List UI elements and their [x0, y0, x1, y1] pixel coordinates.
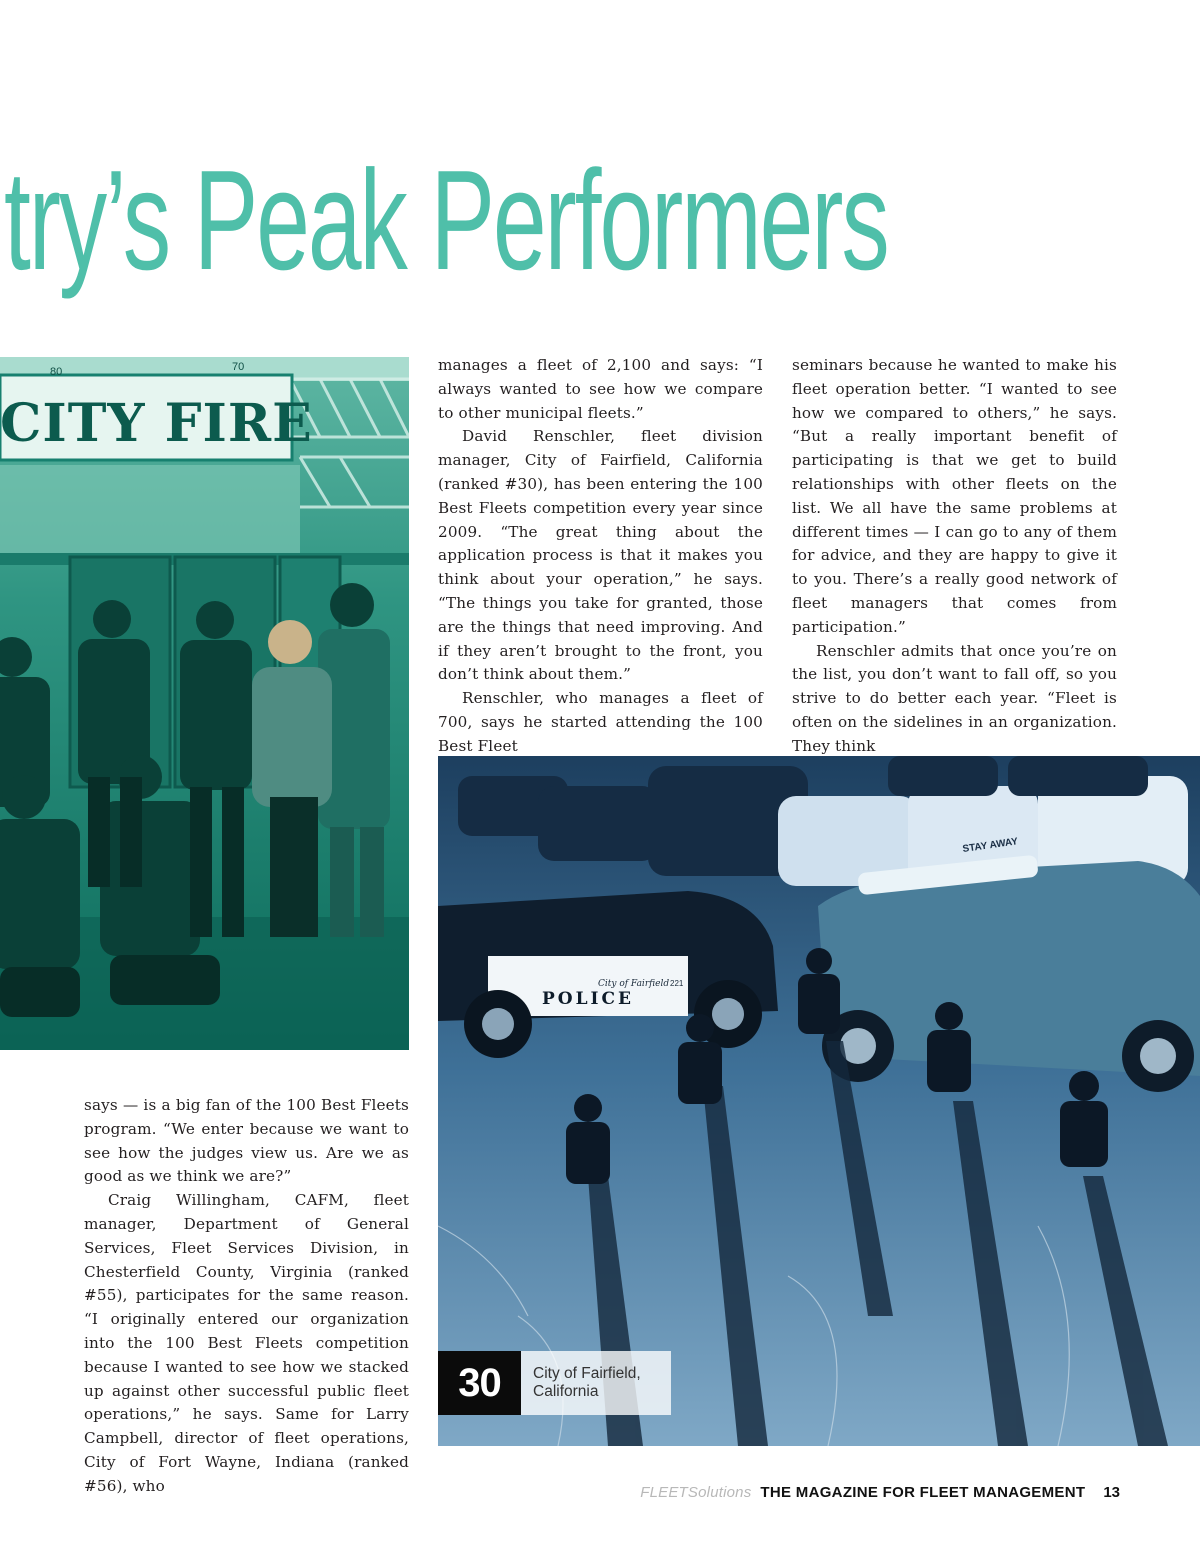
photo-caption	[438, 1351, 671, 1415]
paragraph: Craig Willingham, CAFM, fleet manager, Department of General Services, Fleet Services Division, in Chesterfield County, Virginia (ranked #55), participates for the same reason. “I originally entered our organization into the 100 Best Fleets competition because I wanted to see how we stacked up against other successful public fleet operations,” he says. Same for Larry Campbell, director of fleet operations, City of Fort Wayne, Indiana (ranked #56), who	[84, 1191, 409, 1495]
caption-line-2: California	[533, 1383, 599, 1400]
footer-brand: FLEETSolutions	[640, 1484, 752, 1501]
fire-department-group-photo	[0, 357, 409, 1050]
rooftop-text: STAY AWAY	[961, 836, 1019, 855]
caption-line-1: City of Fairfield,	[533, 1365, 641, 1382]
article-column-right	[792, 354, 1117, 759]
fire-sign-number-1: 80	[50, 366, 63, 378]
paragraph: Renschler admits that once you’re on the list, you don’t want to fall off, so you strive to do better each year. “Fleet is often on the sidelines in an organization. They think	[792, 641, 1117, 755]
paragraph: manages a fleet of 2,100 and says: “I always wanted to see how we compare to other municipal fleets.”	[438, 356, 763, 422]
paragraph: Renschler, who manages a fleet of 700, says he started attending the 100 Best Fleet	[438, 689, 763, 755]
page-footer	[640, 1484, 1120, 1501]
paragraph: says — is a big fan of the 100 Best Fleets program. “We enter because we want to see how the judges view us. Are we as good as we think we are?”	[84, 1096, 409, 1186]
article-column-middle	[438, 354, 763, 759]
article-column-left	[84, 1094, 409, 1499]
page-headline: try’s Peak Performers	[4, 141, 888, 300]
paragraph: seminars because he wanted to make his fleet operation better. “I wanted to see how we compared to others,” he says. “But a really important benefit of participating is that we get to build relationships with other fleets on the list. We all have the same problems at different times — I can go to any of them for advice, and they are happy to give it to you. There’s a really good network of fleet managers that comes from participation.”	[792, 356, 1117, 636]
police-door-small-text: City of Fairfield	[598, 979, 670, 989]
caption-location	[521, 1351, 641, 1415]
footer-magazine-title: THE MAGAZINE FOR FLEET MANAGEMENT	[760, 1484, 1086, 1501]
paragraph: David Renschler, fleet division manager, City of Fairfield, California (ranked #30), has been entering the 100 Best Fleets competition every year since 2009. “The great thing about the application process is that it makes you think about your operation,” he says. “The things you take for granted, those are the things that need improving. And if they aren’t brought to the front, you don’t think about them.”	[438, 427, 763, 684]
fire-sign-text: CITY FIRE	[0, 393, 313, 454]
caption-rank: 30	[438, 1351, 521, 1415]
page-number: 13	[1103, 1484, 1120, 1501]
fire-sign-number-2: 70	[232, 361, 245, 373]
police-unit-number: 221	[670, 979, 684, 988]
fairfield-fleet-aerial-photo	[438, 756, 1200, 1446]
police-door-text: POLICE	[542, 989, 634, 1009]
